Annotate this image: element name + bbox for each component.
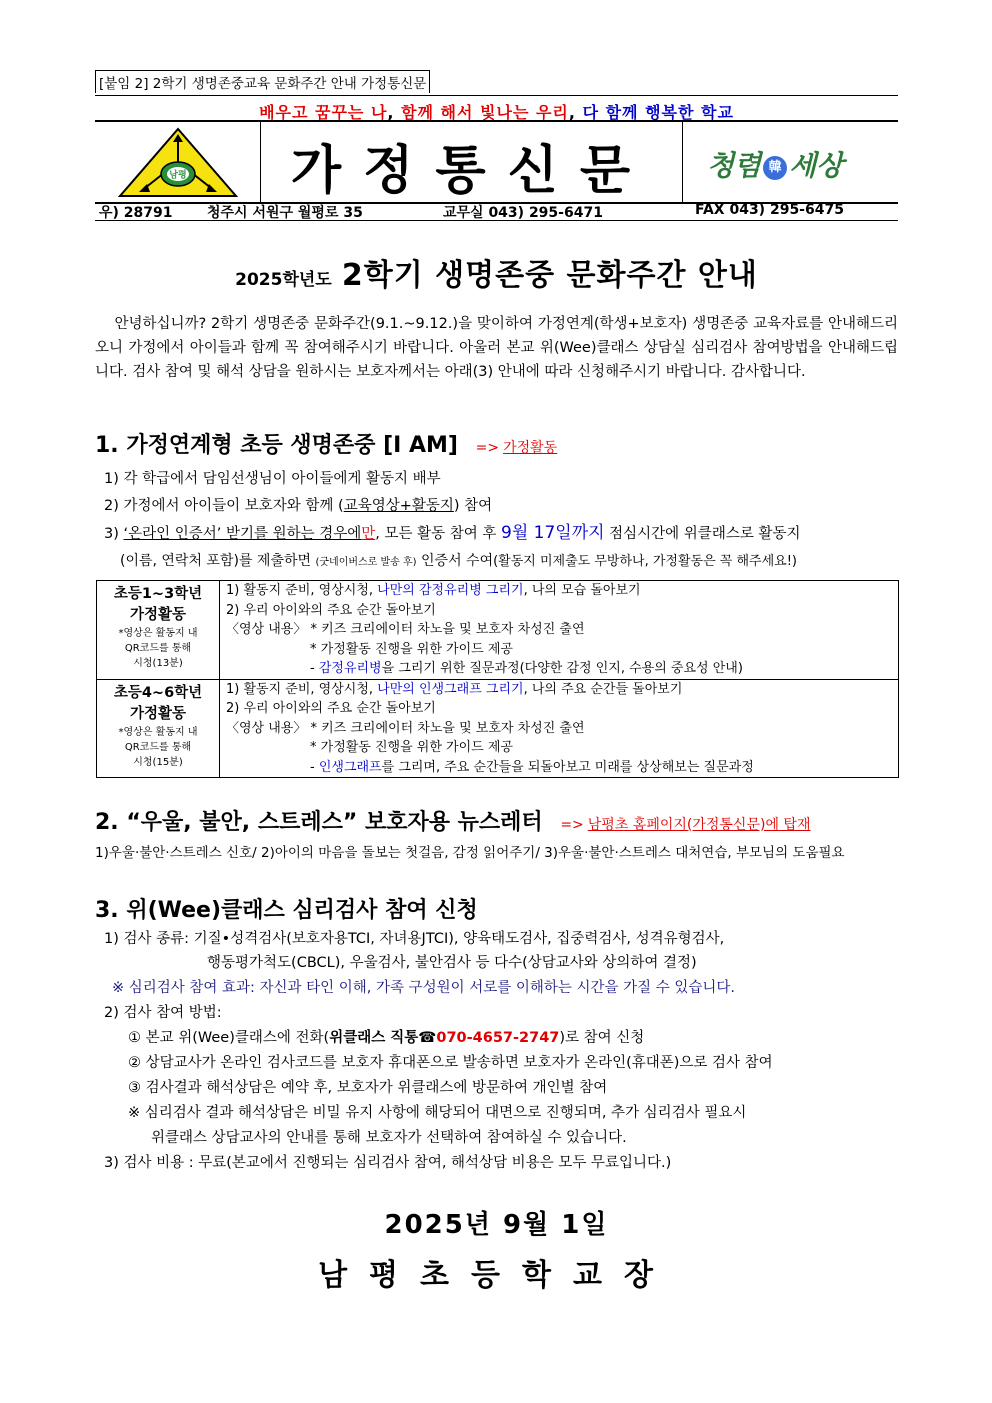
section1-item-2: 2) 가정에서 아이들이 보호자와 함께 (교육영상+활동지) 참여 xyxy=(104,498,493,514)
activity-content-cell: 1) 활동지 준비, 영상시청, 나만의 인생그래프 그리기, 나의 주요 순간들 돌아보기 2) 우리 아이와의 주요 순간 돌아보기 〈영상 내용〉 * 키즈 크리에이터 차노을 및 보호자 차성진 출연 * 가정활동 진행을 위한 가이드 제공 - 인생그래프를 그리며, 주요 순간들을 되돌아보고 미래를 상상해보는 질문과정 xyxy=(220,679,899,778)
slogan-word-2: 세상 xyxy=(789,149,844,182)
school-motto xyxy=(95,95,898,123)
method-note-cont: 위클래스 상담교사의 안내를 통해 보호자가 선택하여 참여하실 수 있습니다. xyxy=(151,1130,627,1146)
section3-item-1: 1) 검사 종류: 기질•성격검사(보호자용TCI, 자녀용JTCI), 양육태도검사, 집중력검사, 성격유형검사, xyxy=(104,931,725,947)
section2-heading xyxy=(95,805,810,836)
integrity-slogan xyxy=(707,144,843,184)
slogan-word-1: 청렴 xyxy=(707,149,762,182)
slogan-mark-icon: 韓 xyxy=(763,156,787,180)
section3-item-3: 3) 검사 비용 : 무료(본교에서 진행되는 심리검사 참여, 해석상담 비용은 모두 무료입니다.) xyxy=(104,1155,672,1171)
section1-heading-text: 1. 가정연계형 초등 생명존중 [I AM] xyxy=(95,433,458,458)
motto-part-1: 배우고 꿈꾸는 나 xyxy=(259,103,388,122)
method-note: ※ 심리검사 결과 해석상담은 비밀 유지 사항에 해당되어 대면으로 진행되며, 추가 심리검사 필요시 xyxy=(128,1105,747,1121)
office-phone: 교무실 043) 295-6471 xyxy=(443,205,603,221)
motto-part-2: 함께 해서 빛나는 우리 xyxy=(401,103,569,122)
school-emblem-icon xyxy=(117,126,239,198)
section2-note: 남평초 홈페이지(가정통신문)에 탑재 xyxy=(587,817,811,833)
section1-item-1: 1) 각 학급에서 담임선생님이 아이들에게 활동지 배부 xyxy=(104,471,441,487)
attachment-tag: [붙임 2] 2학기 생명존중교육 문화주간 안내 가정통신문 xyxy=(95,70,430,93)
motto-comma-1: , xyxy=(387,103,402,122)
deadline: 9월 17일까지 xyxy=(501,523,605,543)
motto-part-3: 다 함께 행복한 학교 xyxy=(582,103,734,122)
section1-item-3: 3) ‘온라인 인증서’ 받기를 원하는 경우에만, 모든 활동 참여 후 9월 17일까지 점심시간에 위클래스로 활동지 xyxy=(104,523,801,543)
section3-heading: 3. 위(Wee)클래스 심리검사 참여 신청 xyxy=(95,898,478,923)
newsletter-header xyxy=(95,120,898,204)
address-bar xyxy=(95,201,898,221)
intro-paragraph xyxy=(95,312,898,384)
activity-table xyxy=(96,580,899,778)
method-step-1: ① 본교 위(Wee)클래스에 전화(위클래스 직통☎070-4657-2747)로 참여 신청 xyxy=(128,1030,645,1046)
table-row xyxy=(97,581,899,680)
method-step-2: ② 상담교사가 온라인 검사코드를 보호자 휴대폰으로 발송하면 보호자가 온라인(휴대폰)으로 검사 참여 xyxy=(128,1055,773,1071)
street-address: 청주시 서원구 월평로 35 xyxy=(207,205,363,221)
activity-content-cell: 1) 활동지 준비, 영상시청, 나만의 감정유리병 그리기, 나의 모습 돌아보기 2) 우리 아이와의 주요 순간 돌아보기 〈영상 내용〉 * 키즈 크리에이터 차노을 및 보호자 차성진 출연 * 가정활동 진행을 위한 가이드 제공 - 감정유리병을 그리기 위한 질문과정(다양한 감정 인지, 수용의 중요성 안내) xyxy=(220,581,899,680)
section1-note: 가정활동 xyxy=(503,440,558,456)
section2-heading-text: 2. “우울, 불안, 스트레스” 보호자용 뉴스레터 xyxy=(95,810,543,835)
arrow-icon: => xyxy=(475,440,500,456)
table-row xyxy=(97,679,899,778)
section1-heading xyxy=(95,428,557,459)
intro-text: 안녕하십니까? 2학기 생명존중 문화주간(9.1.~9.12.)을 맞이하여 가정연계(학생+보호자) 생명존중 교육자료를 안내해드리오니 가정에서 아이들과 함께 꼭 참여해주시기 바랍니다. 아울러 본교 위(Wee)클래스 상담실 심리검사 참여방법을 안내해드립니다. 검사 참여 및 해석 상담을 원하시는 보호자께서는 아래(3) 안내에 따라 신청해주시기 바랍니다. 감사합니다. xyxy=(95,316,899,380)
zip-code: 우) 28791 xyxy=(99,205,173,221)
section1-item-3-cont: (이름, 연락처 포함)를 제출하면 (굿네이버스로 발송 후) 인증서 수여(활동지 미제출도 무방하나, 가정활동은 꼭 해주세요!) xyxy=(120,553,797,569)
effect-note: ※ 심리검사 참여 효과: 자신과 타인 이해, 가족 구성원이 서로를 이해하는 시간을 가질 수 있습니다. xyxy=(112,980,736,996)
principal-signature: 남평초등학교장 xyxy=(318,1258,675,1293)
method-step-3: ③ 검사결과 해석상담은 예약 후, 보호자가 위클래스에 방문하여 개인별 참여 xyxy=(128,1080,608,1096)
arrow-icon: => xyxy=(560,817,584,833)
emblem-text: 남평 xyxy=(169,170,187,181)
section3-item-2: 2) 검사 참여 방법: xyxy=(104,1005,222,1021)
newsletter-title: 가정통신문 xyxy=(290,141,653,201)
fax-number: FAX 043) 295-6475 xyxy=(695,202,844,218)
issue-date: 2025년 9월 1일 xyxy=(384,1210,609,1240)
school-year: 2025학년도 xyxy=(235,270,332,290)
grade-label-cell: 초등4~6학년 가정활동 *영상은 활동지 내 QR코드를 통해 시청(15분) xyxy=(97,679,220,778)
wee-phone: 070-4657-2747 xyxy=(436,1030,560,1046)
title-text: 2학기 생명존중 문화주간 안내 xyxy=(341,258,758,293)
newsletter-topics: 1)우울·불안·스트레스 신호/ 2)아이의 마음을 돌보는 첫걸음, 감정 읽어주기/ 3)우울·불안·스트레스 대처연습, 부모님의 도움필요 xyxy=(95,845,845,861)
section3-item-1-cont: 행동평가척도(CBCL), 우울검사, 불안검사 등 다수(상담교사와 상의하여 결정) xyxy=(207,955,697,971)
motto-comma-2: , xyxy=(568,103,583,122)
grade-label-cell: 초등1~3학년 가정활동 *영상은 활동지 내 QR코드를 통해 시청(13분) xyxy=(97,581,220,680)
document-title xyxy=(95,250,898,294)
